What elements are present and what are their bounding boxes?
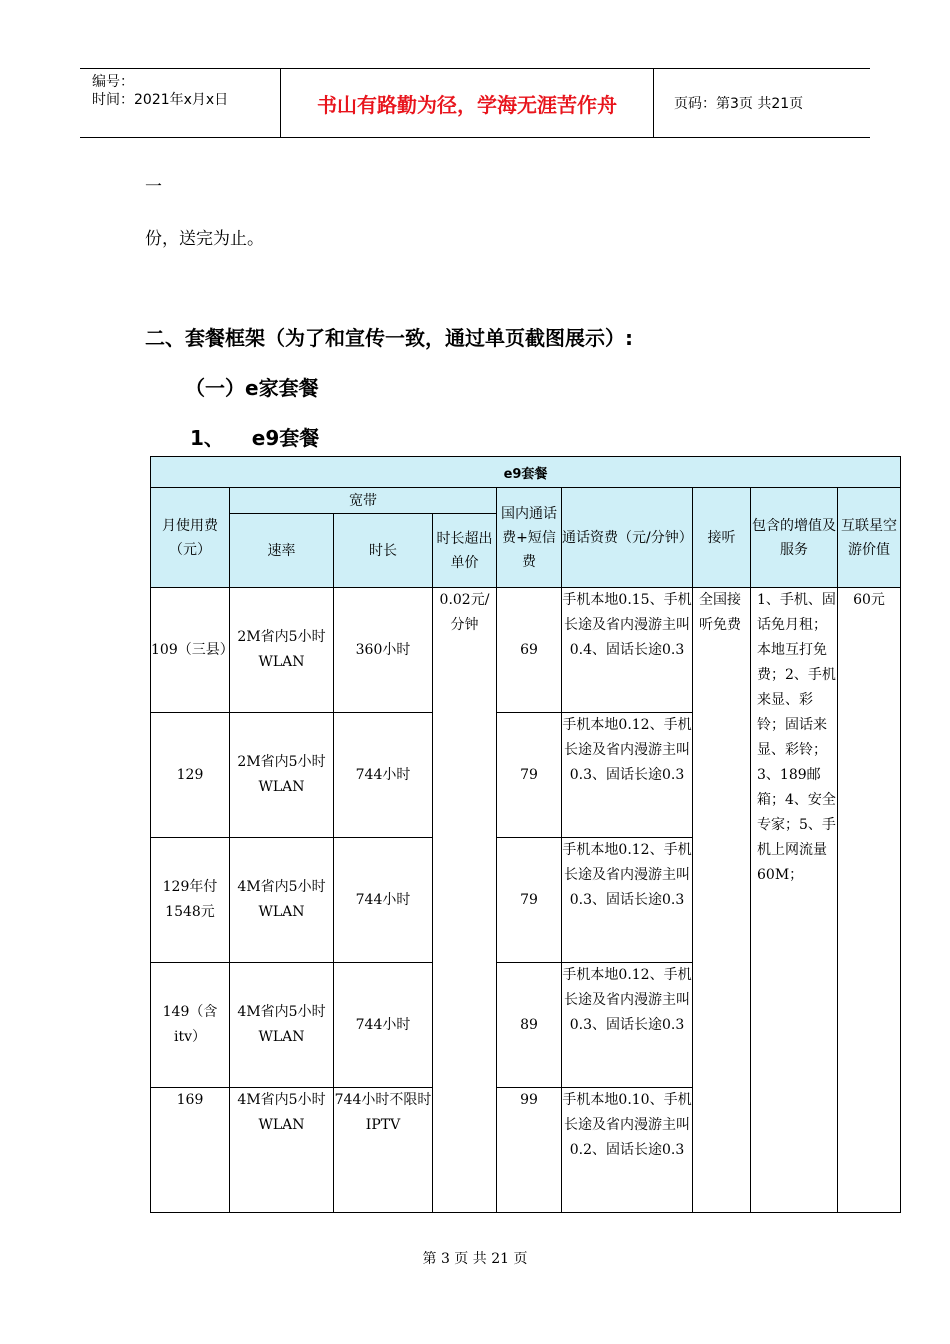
cell-duration: 744小时 — [334, 963, 433, 1088]
cell-speed: 2M省内5小时WLAN — [230, 713, 334, 838]
cell-fee: 129 — [151, 713, 230, 838]
cell-duration: 744小时不限时IPTV — [334, 1088, 433, 1213]
cell-fee: 109（三县） — [151, 588, 230, 713]
cell-domestic: 99 — [497, 1088, 562, 1213]
header-overtime-price: 时长超出单价 — [433, 514, 497, 588]
header-monthly-fee: 月使用费（元） — [151, 488, 230, 588]
cell-speed: 4M省内5小时WLAN — [230, 1088, 334, 1213]
cell-fee: 169 — [151, 1088, 230, 1213]
cell-rate: 手机本地0.15、手机长途及省内漫游主叫0.4、固话长途0.3 — [562, 588, 693, 713]
e9-package-table — [150, 456, 901, 1213]
cell-services: 1、手机、固话免月租；本地互打免费；2、手机来显、彩铃；固话来显、彩铃；3、189邮箱；4、安全专家；5、手机上网流量60M； — [751, 588, 838, 1213]
header-services: 包含的增值及服务 — [751, 488, 838, 588]
date-label: 时间：2021年x月x日 — [92, 92, 229, 108]
cell-domestic: 79 — [497, 713, 562, 838]
cell-fee: 129年付1548元 — [151, 838, 230, 963]
header-broadband: 宽带 — [230, 488, 497, 514]
cell-duration: 744小时 — [334, 838, 433, 963]
page-header — [80, 68, 870, 138]
cell-rate: 手机本地0.10、手机长途及省内漫游主叫0.2、固话长途0.3 — [562, 1088, 693, 1213]
cell-duration: 744小时 — [334, 713, 433, 838]
header-domestic-fee: 国内通话费+短信费 — [497, 488, 562, 588]
cell-rate: 手机本地0.12、手机长途及省内漫游主叫0.3、固话长途0.3 — [562, 713, 693, 838]
section-heading: 二、套餐框架（为了和宣传一致，通过单页截图展示）: — [145, 326, 633, 350]
cell-duration: 360小时 — [334, 588, 433, 713]
cell-overtime-price: 0.02元/分钟 — [433, 588, 497, 1213]
page-label-text: 页码：第3页 共21页 — [674, 96, 804, 112]
cell-domestic: 79 — [497, 838, 562, 963]
cell-receive: 全国接听免费 — [693, 588, 751, 1213]
cell-rate: 手机本地0.12、手机长途及省内漫游主叫0.3、固话长途0.3 — [562, 838, 693, 963]
cell-domestic: 89 — [497, 963, 562, 1088]
cell-domestic: 69 — [497, 588, 562, 713]
table-row — [151, 588, 901, 713]
subsection-heading: （一）e家套餐 — [185, 376, 319, 400]
dash-line: 一 — [145, 177, 162, 197]
item-heading: 1、 e9套餐 — [190, 426, 320, 450]
header-receive: 接听 — [693, 488, 751, 588]
number-label: 编号： — [92, 74, 134, 90]
cell-rate: 手机本地0.12、手机长途及省内漫游主叫0.3、固话长途0.3 — [562, 963, 693, 1088]
page-footer: 第 3 页 共 21 页 — [422, 1251, 528, 1267]
header-motto: 书山有路勤为径，学海无涯苦作舟 — [281, 69, 654, 137]
header-speed: 速率 — [230, 514, 334, 588]
header-roaming-value: 互联星空游价值 — [838, 488, 901, 588]
cell-speed: 4M省内5小时WLAN — [230, 963, 334, 1088]
cell-fee: 149（含itv） — [151, 963, 230, 1088]
cell-speed: 2M省内5小时WLAN — [230, 588, 334, 713]
header-meta — [80, 69, 281, 137]
body-line: 份，送完为止。 — [145, 229, 264, 249]
cell-speed: 4M省内5小时WLAN — [230, 838, 334, 963]
header-call-rate: 通话资费（元/分钟） — [562, 488, 693, 588]
header-duration: 时长 — [334, 514, 433, 588]
table-title: e9套餐 — [151, 457, 901, 488]
cell-roaming-value: 60元 — [838, 588, 901, 1213]
header-page-label — [664, 69, 870, 137]
